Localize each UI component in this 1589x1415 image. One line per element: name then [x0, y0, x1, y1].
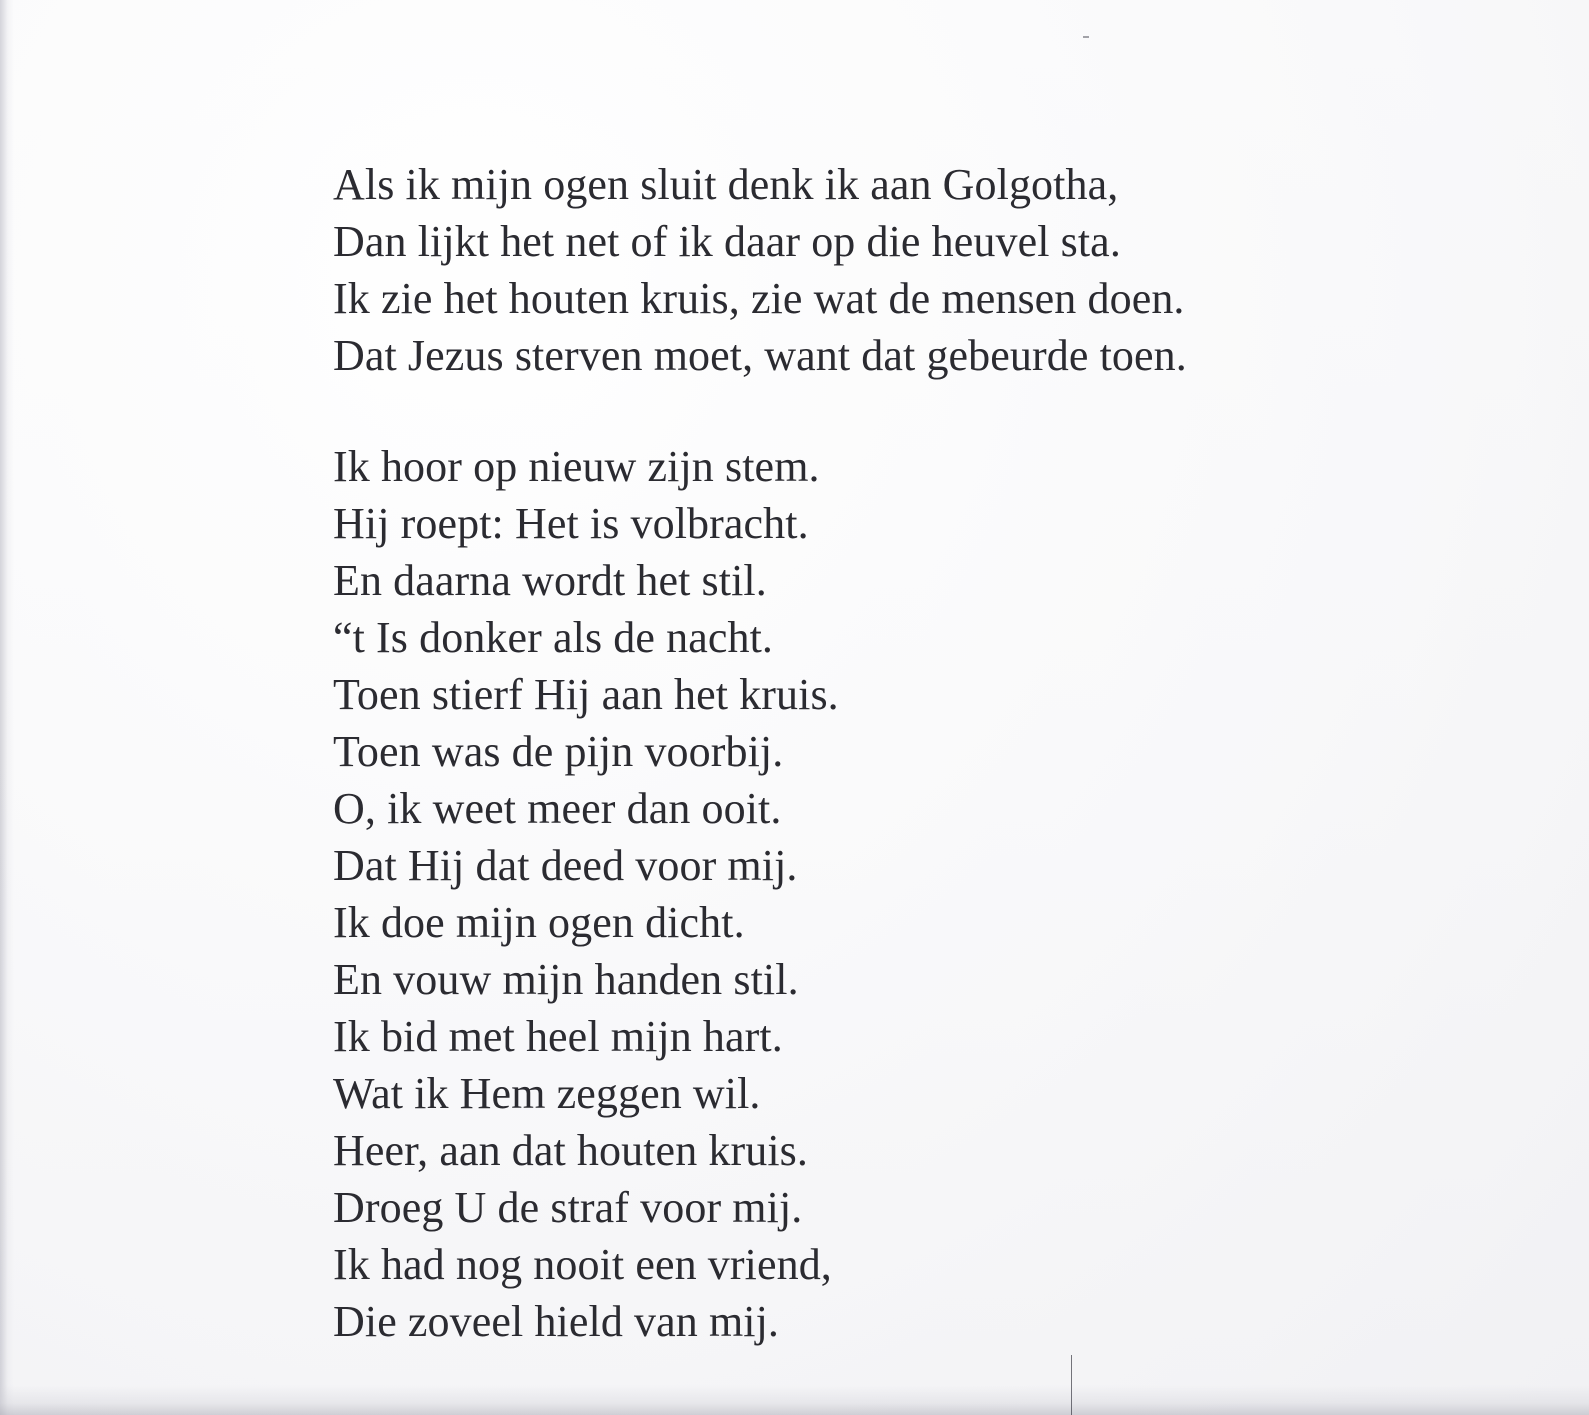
- paper-fold-mark: [1071, 1355, 1072, 1415]
- scan-bottom-edge-shadow: [0, 1385, 1589, 1415]
- poem-line: Heer, aan dat houten kruis.: [333, 1126, 808, 1175]
- poem-line: “t Is donker als de nacht.: [333, 613, 774, 662]
- poem-line: Die zoveel hield van mij.: [333, 1297, 780, 1346]
- poem-line: En vouw mijn handen stil.: [333, 955, 799, 1004]
- poem-line: Dat Jezus sterven moet, want dat gebeurde toen.: [333, 331, 1187, 380]
- poem-line: Toen was de pijn voorbij.: [333, 727, 784, 776]
- poem-line: Dat Hij dat deed voor mij.: [333, 841, 798, 890]
- poem-line: Hij roept: Het is volbracht.: [333, 499, 809, 548]
- poem-line: Ik zie het houten kruis, zie wat de mensen doen.: [333, 274, 1185, 323]
- poem-line: Ik hoor op nieuw zijn stem.: [333, 442, 820, 491]
- stanza-1: [333, 156, 1393, 384]
- stanza-2: [333, 438, 1393, 1350]
- poem-line: Droeg U de straf voor mij.: [333, 1183, 803, 1232]
- poem-line: Dan lijkt het net of ik daar op die heuvel sta.: [333, 217, 1121, 266]
- poem: [333, 156, 1393, 1350]
- poem-line: Ik had nog nooit een vriend,: [333, 1240, 832, 1289]
- scan-left-edge-shadow: [0, 0, 14, 1415]
- poem-line: Ik doe mijn ogen dicht.: [333, 898, 745, 947]
- poem-line: Ik bid met heel mijn hart.: [333, 1012, 783, 1061]
- poem-line: Wat ik Hem zeggen wil.: [333, 1069, 761, 1118]
- poem-line: En daarna wordt het stil.: [333, 556, 767, 605]
- poem-line: Toen stierf Hij aan het kruis.: [333, 670, 839, 719]
- poem-line: Als ik mijn ogen sluit denk ik aan Golgotha,: [333, 160, 1119, 209]
- paper-speck: [1083, 36, 1089, 38]
- poem-line: O, ik weet meer dan ooit.: [333, 784, 782, 833]
